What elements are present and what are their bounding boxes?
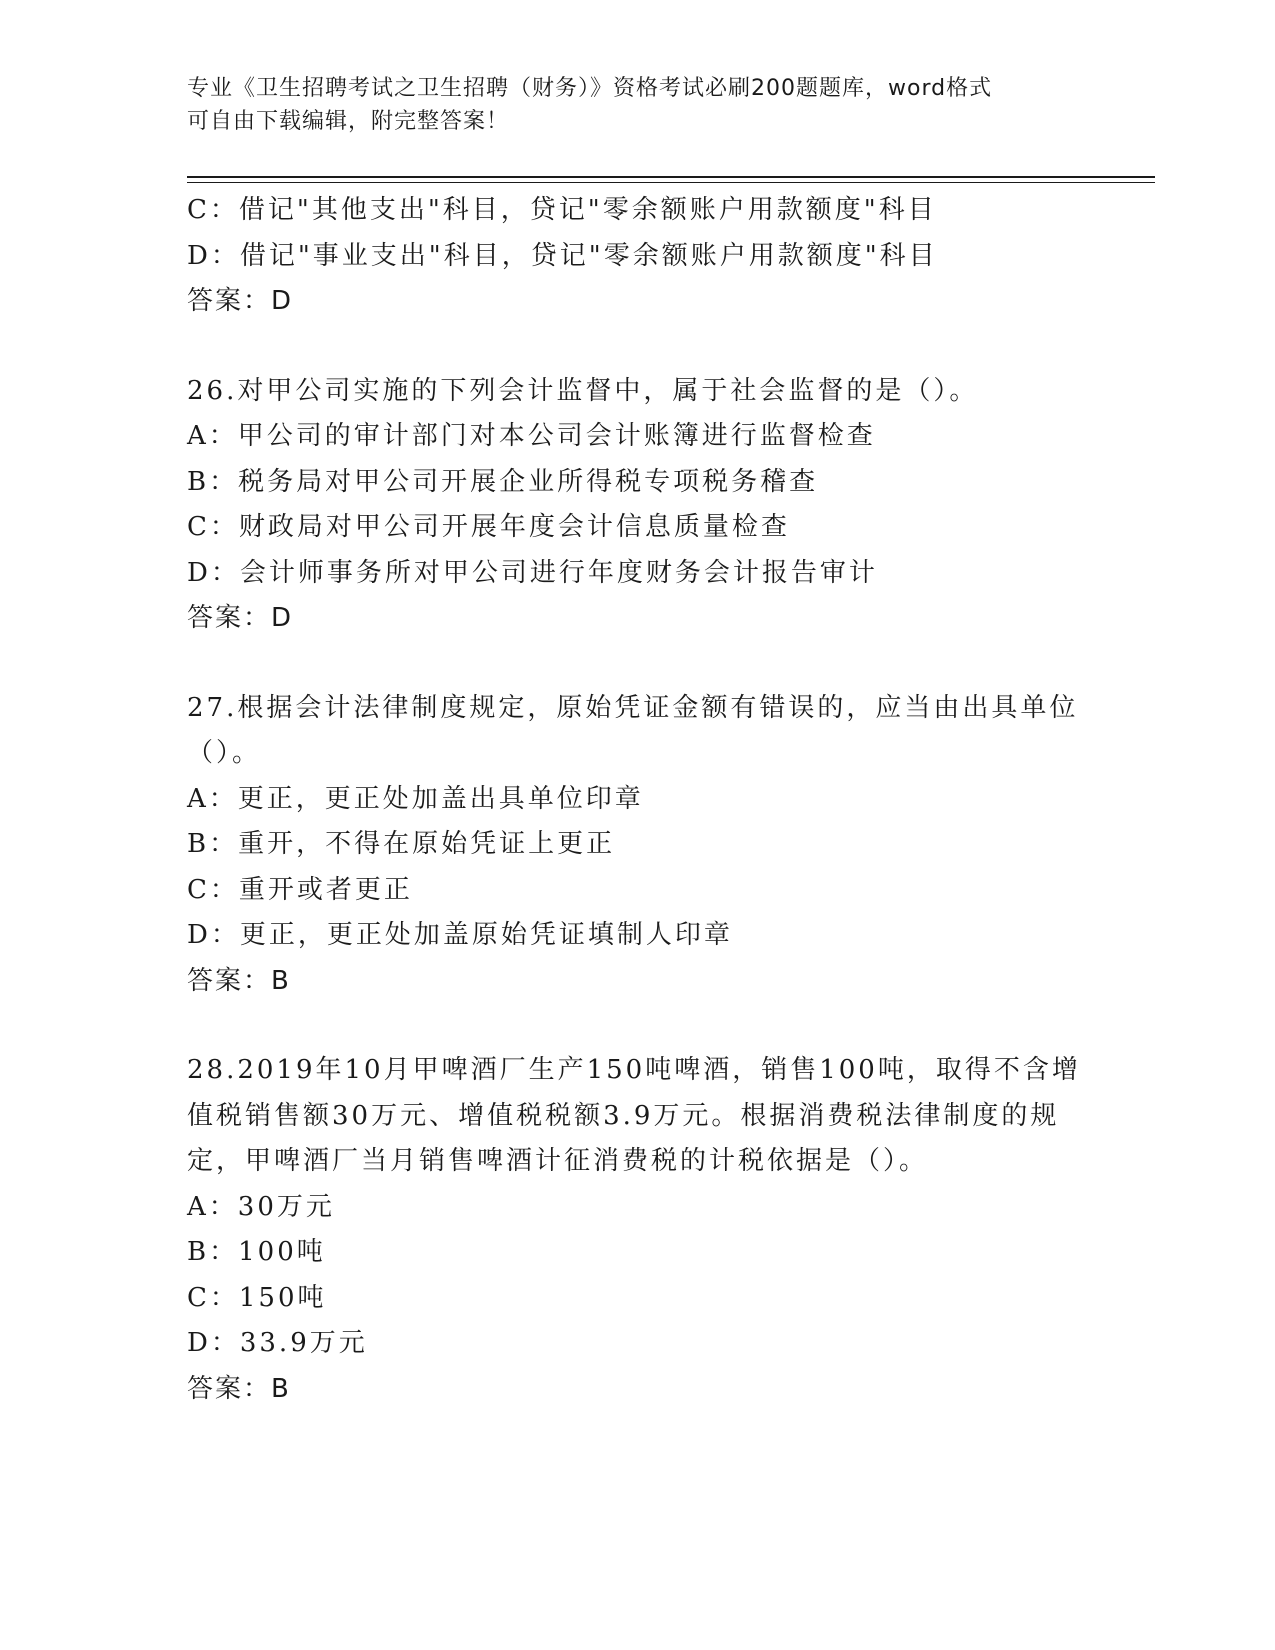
question-stem-line-3: 定，甲啤酒厂当月销售啤酒计征消费税的计税依据是（）。 — [187, 1146, 929, 1176]
answer-label: 答案：D — [187, 603, 294, 633]
question-stem: 26.对甲公司实施的下列会计监督中，属于社会监督的是（）。 — [187, 375, 979, 406]
spacer — [187, 642, 1087, 686]
question-stem-line-1: 27.根据会计法律制度规定，原始凭证金额有错误的，应当由出具单位 — [187, 692, 1079, 723]
option-d: D：更正，更正处加盖原始凭证填制人印章 — [187, 920, 733, 950]
header-title-line-1: 专业《卫生招聘考试之卫生招聘（财务）》资格考试必刷200题题库，word格式 — [187, 76, 993, 101]
header-divider-thin — [187, 182, 1155, 183]
question-25-continuation — [187, 188, 1087, 325]
spacer — [187, 325, 1087, 369]
option-b: B：重开，不得在原始凭证上更正 — [187, 829, 616, 859]
question-stem-line-2: （）。 — [187, 738, 262, 768]
option-c: C：财政局对甲公司开展年度会计信息质量检查 — [187, 512, 790, 542]
document-header — [187, 72, 1087, 138]
option-a: A：更正，更正处加盖出具单位印章 — [187, 783, 644, 814]
option-c: C：150吨 — [187, 1282, 327, 1313]
option-d: D：借记"事业支出"科目，贷记"零余额账户用款额度"科目 — [187, 240, 938, 271]
option-d: D：会计师事务所对甲公司进行年度财务会计报告审计 — [187, 557, 878, 588]
question-list — [187, 188, 1087, 1412]
option-b: B：税务局对甲公司开展企业所得税专项税务稽查 — [187, 466, 819, 497]
answer-label: 答案：D — [187, 286, 294, 316]
question-28 — [187, 1048, 1087, 1412]
header-divider-thick — [187, 176, 1155, 178]
header-title-line-2: 可自由下载编辑，附完整答案！ — [187, 109, 510, 134]
question-stem-line-2: 值税销售额30万元、增值税税额3.9万元。根据消费税法律制度的规 — [187, 1100, 1060, 1131]
question-27 — [187, 686, 1087, 1005]
option-c: C：重开或者更正 — [187, 874, 413, 905]
option-a: A：30万元 — [187, 1191, 335, 1222]
question-26 — [187, 369, 1087, 642]
option-a: A：甲公司的审计部门对本公司会计账簿进行监督检查 — [187, 421, 876, 451]
answer-label: 答案：B — [187, 965, 291, 996]
question-stem-line-1: 28.2019年10月甲啤酒厂生产150吨啤酒，销售100吨，取得不含增 — [187, 1055, 1081, 1085]
option-d: D：33.9万元 — [187, 1328, 368, 1358]
spacer — [187, 1004, 1087, 1048]
option-c: C：借记"其他支出"科目，贷记"零余额账户用款额度"科目 — [187, 195, 937, 225]
option-b: B：100吨 — [187, 1237, 326, 1267]
answer-label: 答案：B — [187, 1373, 291, 1404]
